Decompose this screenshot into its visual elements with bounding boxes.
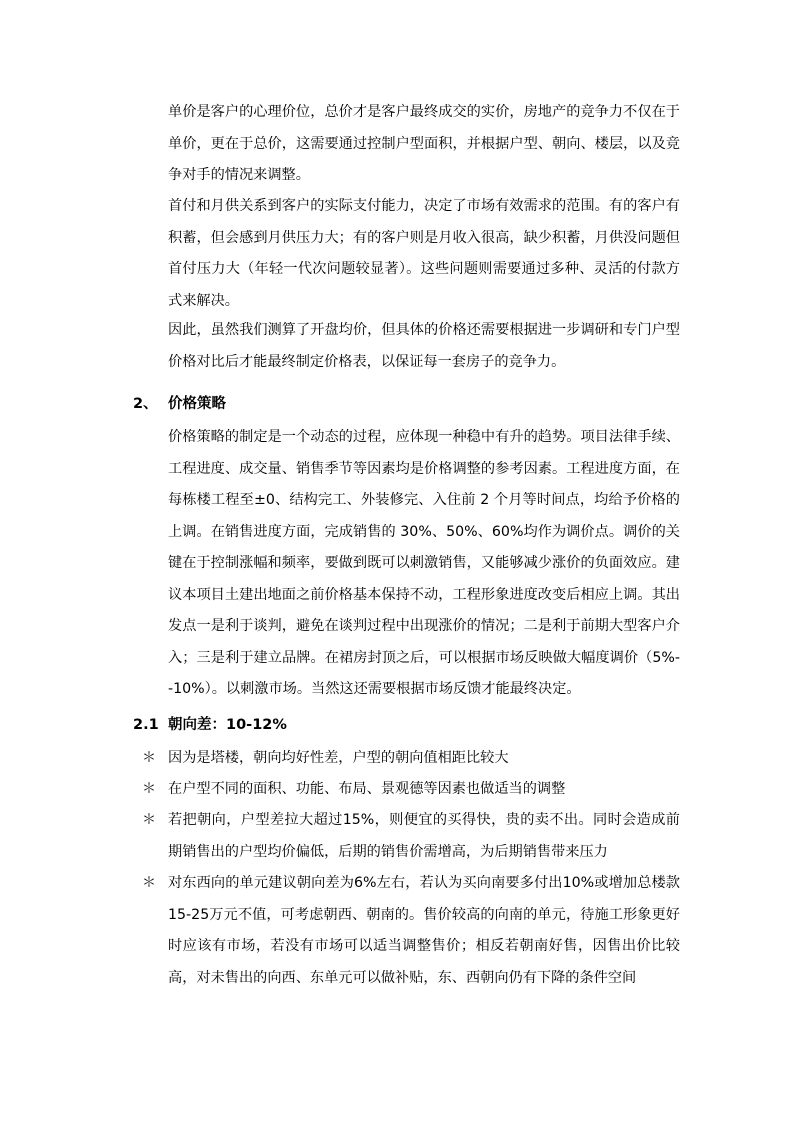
bullet-asterisk-icon: ＊ — [142, 812, 156, 828]
bullet-asterisk-icon: ＊ — [142, 781, 156, 797]
bullet-asterisk-icon: ＊ — [142, 750, 156, 766]
intro-paragraph-2: 首付和月供关系到客户的实际支付能力，决定了市场有效需求的范围。有的客户有积蓄，但会感到月供压力大；有的客户则是月收入很高，缺少积蓄，月供没问题但首付压力大（年轻一代次问题较显著）。这些问题则需要通过多种、灵活的付款方式来解决。 — [168, 198, 680, 309]
section-2-heading — [133, 392, 333, 416]
bullet-asterisk-icon: ＊ — [142, 875, 156, 891]
section-2-1-title: 朝向差：10-12% — [168, 717, 287, 733]
section-2-body: 价格策略的制定是一个动态的过程，应体现一种稳中有升的趋势。项目法律手续、工程进度、成交量、销售季节等因素均是价格调整的参考因素。工程进度方面，在每栋楼工程至±0、结构完工、外装修完、入住前 2 个月等时间点，均给予价格的上调。在销售进度方面，完成销售的 30%、50%、60%均作为调价点。调价的关键在于控制涨幅和频率，要做到既可以刺激销售，又能够减少涨价的负面效应。建议本项目土建出地面之前价格基本保持不动，工程形象进度改变后相应上调。其出发点一是利于谈判，避免在谈判过程中出现涨价的情况；二是利于前期大型客户介入；三是利于建立品牌。在裙房封顶之后，可以根据市场反映做大幅度调价（5%--10%）。以刺激市场。当然这还需要根据市场反馈才能最终决定。 — [168, 429, 680, 697]
bullet-text: 若把朝向，户型差拉大超过15%，则便宜的买得快，贵的卖不出。同时会造成前期销售出的户型均价偏低，后期的销售价需增高，为后期销售带来压力 — [168, 812, 680, 860]
bullet-text: 因为是塔楼，朝向均好性差，户型的朝向值相距比较大 — [168, 750, 509, 766]
bullet-text: 对东西向的单元建议朝向差为6%左右，若认为买向南要多付出10%或增加总楼款15-25万元不值，可考虑朝西、朝南的。售价较高的向南的单元，待施工形象更好时应该有市场，若没有市场可以适当调整售价；相反若朝南好售，因售出价比较高，对未售出的向西、东单元可以做补贴，东、西朝向仍有下降的条件空间 — [168, 875, 680, 986]
section-2-number: 2、 — [133, 396, 158, 412]
intro-paragraph-1: 单价是客户的心理价位，总价才是客户最终成交的实价，房地产的竞争力不仅在于单价，更在于总价，这需要通过控制户型面积，并根据户型、朝向、楼层，以及竞争对手的情况来调整。 — [168, 104, 680, 183]
section-2-1-heading — [133, 713, 383, 737]
intro-paragraph-3: 因此，虽然我们测算了开盘均价，但具体的价格还需要根据进一步调研和专门户型价格对比后才能最终制定价格表，以保证每一套房子的竞争力。 — [168, 322, 680, 370]
section-2-title: 价格策略 — [168, 396, 226, 412]
section-2-1-number: 2.1 — [133, 717, 159, 733]
bullet-text: 在户型不同的面积、功能、布局、景观德等因素也做适当的调整 — [168, 781, 566, 797]
